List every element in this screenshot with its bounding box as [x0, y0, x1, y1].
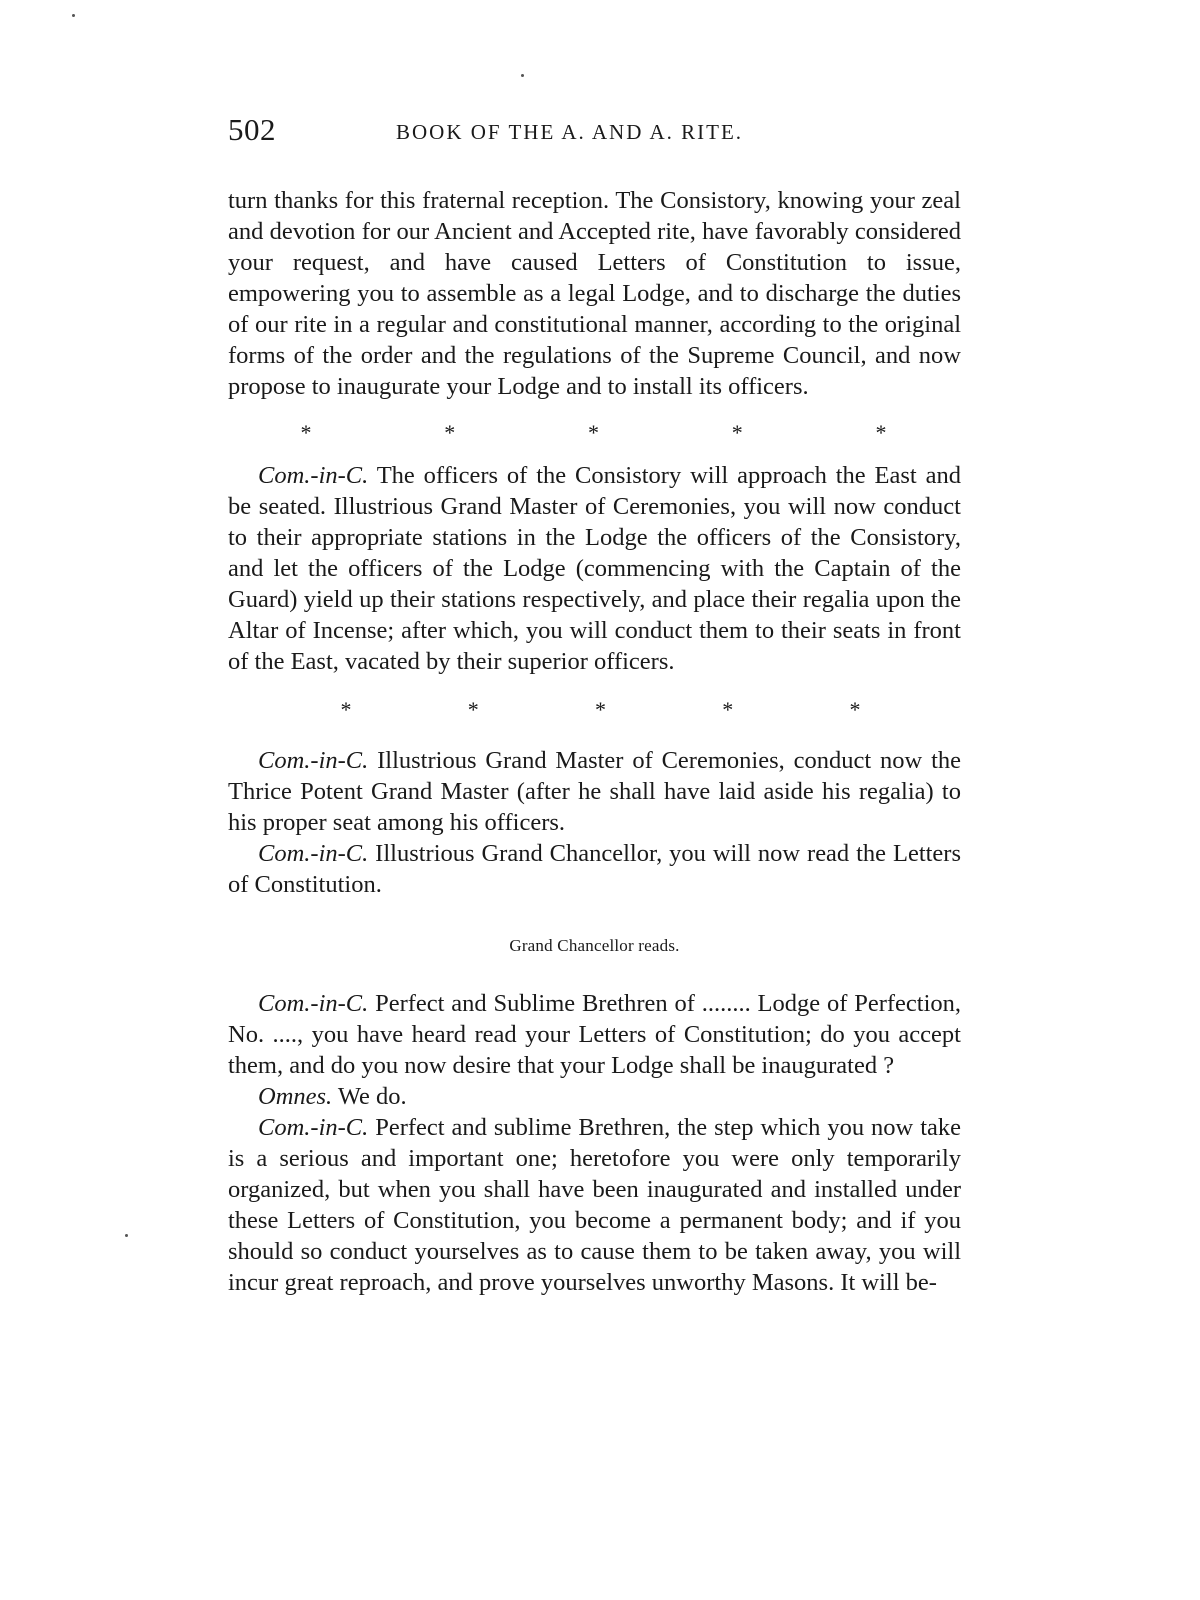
speaker-label: Com.-in-C.	[258, 747, 369, 774]
separator-star: *	[849, 697, 861, 722]
paragraph-5	[228, 988, 961, 1081]
paragraph-7	[228, 1112, 961, 1298]
separator-star: *	[875, 420, 887, 445]
separator-star: *	[444, 420, 456, 445]
paragraph-4	[228, 838, 961, 900]
speaker-label: Com.-in-C.	[258, 840, 369, 867]
paragraph-6-text: We do.	[332, 1083, 407, 1110]
paragraph-1-text: turn thanks for this fraternal reception. The Consistory, knowing your zeal and devotion for our Ancient and Accepted rite, have favorably considered your request, and have caused Letters of Constitution to issue, empowering you to assemble as a legal Lodge, and to discharge the duties of our rite in a regular and constitutional manner, according to the original forms of the order and the regulations of the Supreme Council, and now propose to inaugurate your Lodge and to install its officers.	[228, 187, 961, 400]
paragraph-5-text: Perfect and Sublime Brethren of ........ Lodge of Perfection, No. ...., you have heard read your Letters of Constitution; do you accept them, and do you now desire that your Lodge shall be inaugurated ?	[228, 990, 961, 1079]
scan-speck	[72, 14, 75, 17]
separator-star: *	[722, 697, 734, 722]
running-head: BOOK OF THE A. AND A. RITE.	[396, 120, 744, 144]
paragraph-2-text: The officers of the Consistory will approach the East and be seated. Illustrious Grand Master of Ceremonies, you will now conduct to their appropriate stations in the Lodge the officers of the Consistory, and let the officers of the Lodge (commencing with the Captain of the Guard) yield up their stations respectively, and place their regalia upon the Altar of Incense; after which, you will conduct them to their seats in front of the East, vacated by their superior officers.	[228, 462, 961, 675]
paragraph-3-text: Illustrious Grand Master of Ceremonies, conduct now the Thrice Potent Grand Master (after he shall have laid aside his regalia) to his proper seat among his officers.	[228, 747, 961, 836]
scan-speck	[125, 1234, 128, 1237]
separator-star: *	[595, 697, 606, 722]
separator-star: *	[467, 697, 479, 722]
speaker-label: Omnes.	[258, 1083, 333, 1110]
paragraph-7-text: Perfect and sublime Brethren, the step which you now take is a serious and important one; heretofore you were only temporarily organized, but when you shall have been inaugurated and installed under these Letters of Constitution, you become a permanent body; and if you should so conduct yourselves as to cause them to be taken away, you will incur great reproach, and prove yourselves unworthy Masons. It will be-	[228, 1114, 961, 1296]
speaker-label: Com.-in-C.	[258, 462, 369, 489]
stage-direction: Grand Chancellor reads.	[509, 936, 680, 955]
paragraph-1	[228, 185, 961, 402]
page-number: 502	[228, 112, 276, 147]
speaker-label: Com.-in-C.	[258, 1114, 369, 1141]
separator-star: *	[588, 420, 599, 445]
paragraph-4-text: Illustrious Grand Chancellor, you will now read the Letters of Constitution.	[228, 840, 961, 898]
separator-star: *	[340, 697, 352, 722]
paragraph-2	[228, 460, 961, 677]
paragraph-6	[228, 1081, 961, 1112]
speaker-label: Com.-in-C.	[258, 990, 369, 1017]
separator-star: *	[300, 420, 312, 445]
scan-speck	[521, 74, 524, 77]
section-separator	[228, 695, 961, 725]
paragraph-3	[228, 745, 961, 838]
section-separator	[228, 418, 961, 448]
page-header	[228, 112, 968, 152]
page-body	[228, 185, 961, 1298]
separator-star: *	[731, 420, 743, 445]
